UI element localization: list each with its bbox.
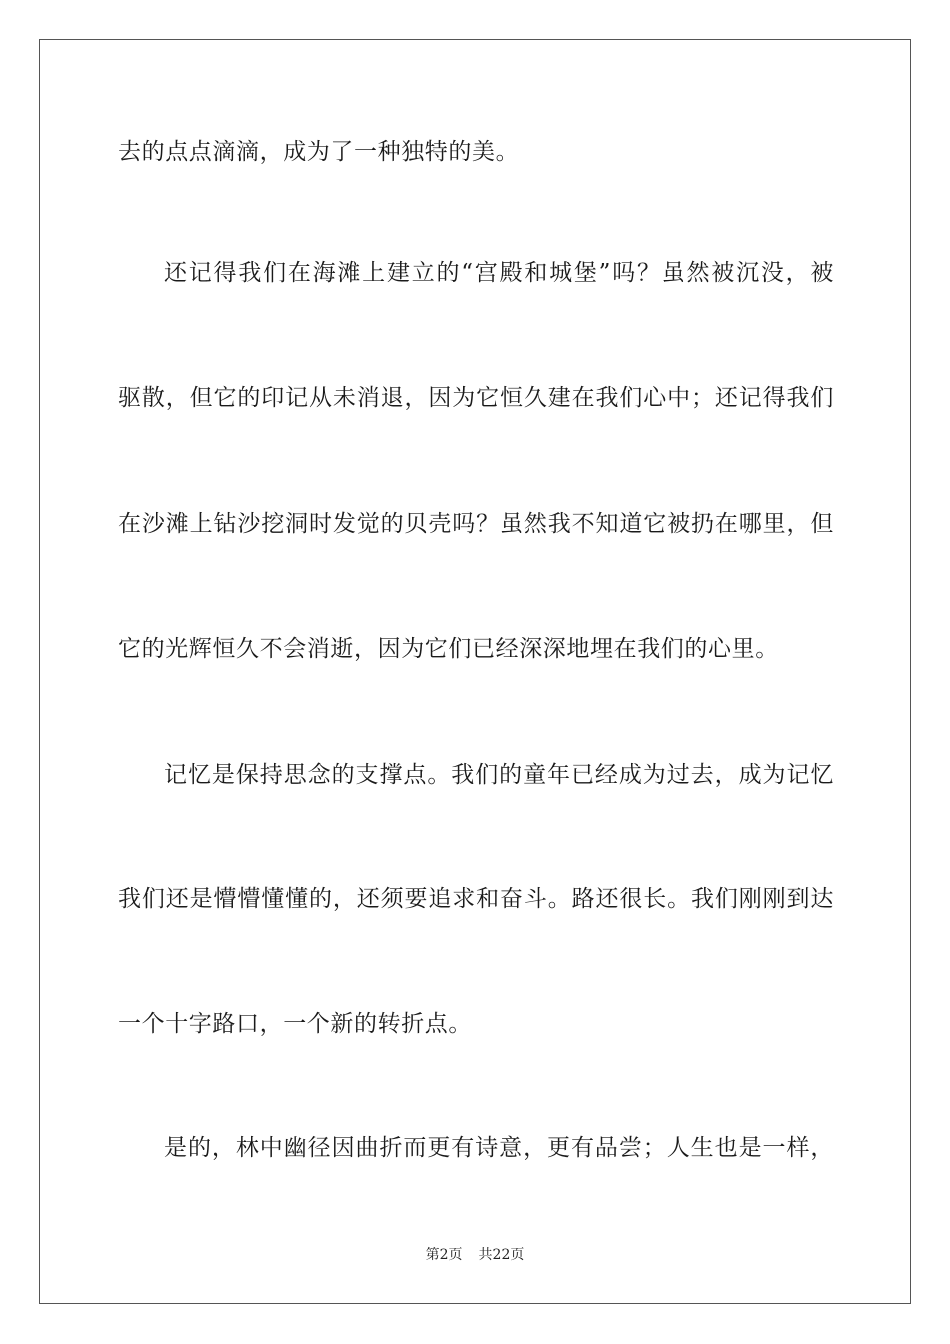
text-line-2: 还记得我们在海滩上建立的“宫殿和城堡”吗？虽然被沉没，被	[164, 260, 834, 286]
page-footer	[0, 1245, 950, 1265]
text-line-4: 在沙滩上钻沙挖洞时发觉的贝壳吗？虽然我不知道它被扔在哪里，但	[118, 511, 834, 537]
text-line-5: 它的光辉恒久不会消逝，因为它们已经深深地埋在我们的心里。	[118, 636, 779, 662]
text-line-8: 一个十字路口，一个新的转折点。	[118, 1011, 472, 1037]
text-line-6: 记忆是保持思念的支撑点。我们的童年已经成为过去，成为记忆	[164, 762, 834, 788]
text-line-3: 驱散，但它的印记从未消退，因为它恒久建在我们心中；还记得我们	[118, 385, 834, 411]
text-line-9: 是的，林中幽径因曲折而更有诗意，更有品尝；人生也是一样，	[164, 1135, 834, 1161]
text-line-1: 去的点点滴滴，成为了一种独特的美。	[118, 139, 520, 165]
page-total: 共22页	[478, 1247, 525, 1263]
text-line-7: 我们还是懵懵懂懂的，还须要追求和奋斗。路还很长。我们刚刚到达	[118, 886, 834, 912]
page-border	[39, 39, 911, 1304]
page-number: 第2页	[425, 1247, 463, 1263]
